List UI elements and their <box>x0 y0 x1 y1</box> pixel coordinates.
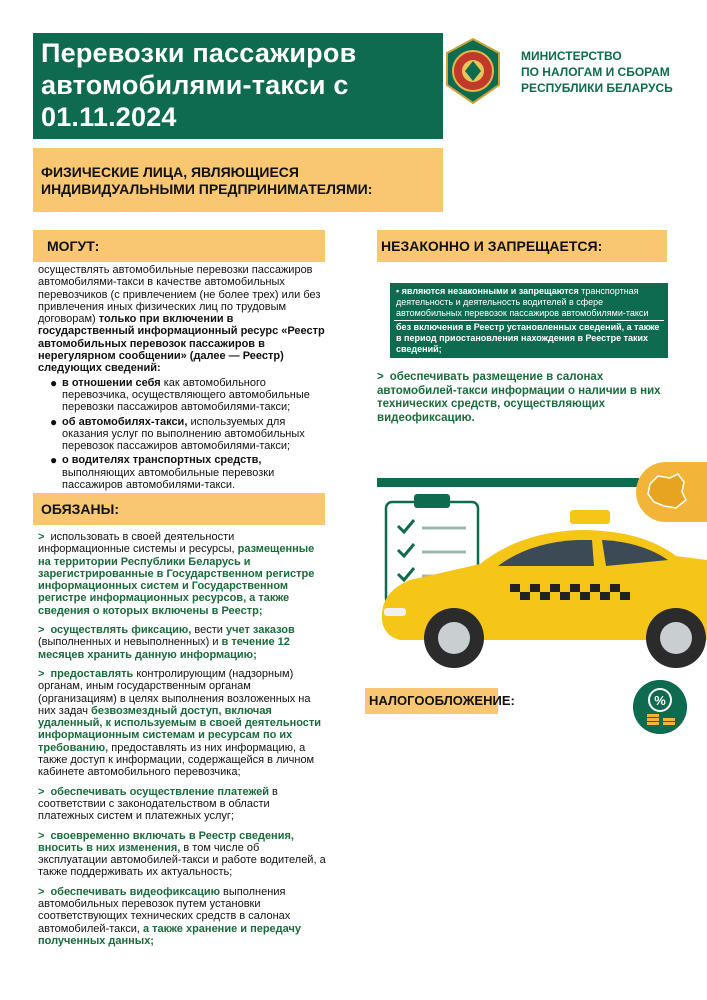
list-item <box>38 830 328 879</box>
must-item-highlight: в течение 12 месяцев хранить данную информацию; <box>38 636 290 661</box>
subhead-line-2: ИНДИВИДУАЛЬНЫМИ ПРЕДПРИНИМАТЕЛЯМИ: <box>41 181 373 197</box>
arrow-icon: > <box>38 829 45 842</box>
list-item <box>38 454 328 491</box>
bullet-icon: ● <box>50 453 58 468</box>
emblem-icon <box>443 37 503 105</box>
title-banner <box>33 33 443 139</box>
must-item-highlight: обеспечивать видеофиксацию <box>50 885 220 898</box>
video-info-requirement <box>377 371 667 425</box>
list-item <box>38 416 328 453</box>
bullet-icon: ● <box>50 414 58 429</box>
must-item-highlight: осуществлять фиксацию, <box>50 624 192 637</box>
forbid-row <box>394 285 664 321</box>
list-item <box>38 531 328 617</box>
must-item-plain: предоставлять из них информацию, а также доступ к информации, содержащейся в личном кабинете автомобильного перевозчика; <box>38 741 315 779</box>
can-item-bold: о водителях транспортных средств, <box>62 454 262 467</box>
forbid-row-plain: транспортная деятельность и деятельность водителей в сфере автомобильных перевозок пассажиров автомобилями-такси <box>396 286 649 318</box>
can-item-plain: выполняющих автомобильные перевозки пассажиров автомобилями-такси. <box>62 466 275 492</box>
arrow-icon: > <box>38 667 45 680</box>
must-item-plain: вести <box>191 624 226 637</box>
can-item-plain: используемых для оказания услуг по выполнению автомобильных перевозок пассажиров автомобилями-такси; <box>62 415 305 453</box>
list-item <box>38 624 328 661</box>
forbid-box <box>390 283 668 358</box>
must-item-plain: контролирующим (надзорным) органам, иным государственным органам (организациям) в целях выполнения возложенных на них задач <box>38 667 311 717</box>
list-item <box>38 786 328 823</box>
ministry-line-1: МИНИСТЕРСТВО <box>521 49 622 63</box>
list-item <box>38 668 328 779</box>
can-heading: МОГУТ: <box>33 230 325 262</box>
forbid-row: без включения в Реестр установленных сведений, а также в период приостановления нахождения в Реестре таких сведений; <box>396 322 660 354</box>
can-section <box>38 264 328 491</box>
must-item-plain: выполнения автомобильных перевозок путем установки соответствующих технических средств в салонах автомобилей-такси, <box>38 885 291 935</box>
can-intro-bold: только при включении в государственный информационный ресурс «Реестр автомобильных перевозок пассажиров в нерегулярном сообщении» (далее — Реестр) следующих сведений: <box>38 313 325 375</box>
must-heading: ОБЯЗАНЫ: <box>33 493 325 525</box>
tax-percent-coins-icon <box>633 680 687 734</box>
must-section <box>38 531 328 954</box>
can-item-bold: об автомобилях-такси, <box>62 415 188 428</box>
subhead-line-1: ФИЗИЧЕСКИЕ ЛИЦА, ЯВЛЯЮЩИЕСЯ <box>41 164 299 180</box>
must-item-highlight: предоставлять <box>50 667 134 680</box>
ministry-line-2: ПО НАЛОГАМ И СБОРАМ <box>521 65 670 79</box>
svg-text:%: % <box>654 693 666 708</box>
ministry-line-3: РЕСПУБЛИКИ БЕЛАРУСЬ <box>521 81 673 95</box>
must-item-plain: использовать в своей деятельности информационные системы и ресурсы, <box>38 531 238 556</box>
arrow-icon: > <box>38 531 45 543</box>
taxi-illustration <box>380 480 707 680</box>
must-item-plain: (выполненных и невыполненных) и <box>38 636 222 649</box>
forbid-heading: НЕЗАКОННО И ЗАПРЕЩАЕТСЯ: <box>377 230 667 262</box>
page-title-line-3: 01.11.2024 <box>41 102 177 132</box>
arrow-icon: > <box>38 624 45 637</box>
arrow-icon: > <box>377 371 384 383</box>
ministry-name <box>521 48 701 96</box>
page-title-line-2: автомобилями-такси с <box>41 70 349 100</box>
can-intro-plain: осуществлять автомобильные перевозки пассажиров автомобилями-такси в качестве автомобильных перевозчиков (с привлечением (не более трех) или без привлечения иных физических лиц по трудовым договорам) <box>38 264 321 326</box>
must-item-highlight: а также хранение и передачу полученных данных; <box>38 922 302 947</box>
must-item-highlight: своевременно включать в Реестр сведения, вносить в них изменения, <box>38 829 294 854</box>
arrow-icon: > <box>38 785 45 798</box>
page-title-line-1: Перевозки пассажиров <box>41 38 357 68</box>
arrow-icon: > <box>38 885 45 898</box>
must-item-highlight: размещенные на территории Республики Беларусь и зарегистрированные в Государственном регистре информационных систем и Государственном регистре информационных ресурсов, а также сведения о которых включены в Реестр; <box>38 543 315 617</box>
must-item-highlight: обеспечивать осуществление платежей <box>50 785 269 798</box>
can-item-plain: как автомобильного перевозчика, осуществляющего автомобильные перевозки пассажиров автомобилями-такси; <box>62 376 310 414</box>
list-item <box>38 886 328 947</box>
forbid-row-bold: • являются незаконными и запрещаются <box>396 286 579 296</box>
tax-heading: НАЛОГООБЛОЖЕНИЕ: <box>365 688 498 714</box>
list-item <box>38 377 328 414</box>
video-info-text: обеспечивать размещение в салонах автомобилей-такси информации о наличии в них технических средств, осуществляющих видеофиксацию. <box>377 371 661 424</box>
must-item-highlight: учет заказов <box>225 624 295 637</box>
audience-subheading <box>33 148 443 212</box>
must-item-plain: в соответствии с законодательством в области платежных систем и платежных услуг; <box>38 785 278 823</box>
must-item-plain: в том числе об эксплуатации автомобилей-такси и работе водителей, а также поддерживать их актуальность; <box>38 841 326 879</box>
must-item-highlight: безвозмездный доступ, включая удаленный, к используемым в своей деятельности информационным системам и ресурсам по их требованию, <box>38 704 322 754</box>
can-item-bold: в отношении себя <box>62 376 161 389</box>
bullet-icon: ● <box>50 375 58 390</box>
